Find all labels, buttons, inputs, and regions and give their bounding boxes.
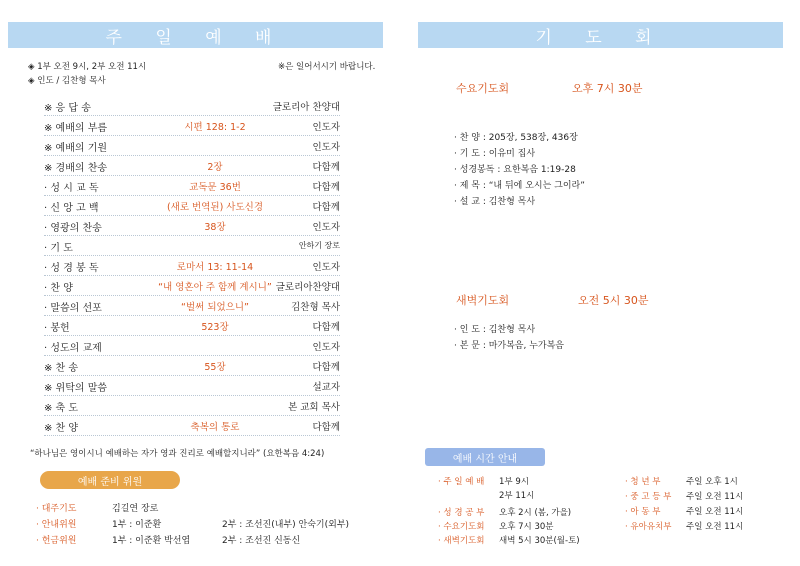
- order-item-leader: 인도자: [312, 122, 340, 133]
- wed-prayer-item: · 설 교 : 김찬형 목사: [454, 197, 536, 207]
- worship-banner: [8, 22, 383, 48]
- order-item-leader: 글로리아 찬양대: [272, 102, 340, 113]
- order-item-leader: 다함께: [312, 362, 340, 373]
- order-item-detail: 38장: [204, 222, 226, 233]
- order-item-detail: 축복의 통로: [190, 422, 240, 433]
- order-row: [44, 256, 340, 276]
- order-row: [44, 316, 340, 336]
- order-item-detail: “벌써 되었으니”: [181, 302, 249, 313]
- order-item-leader: 인도자: [312, 142, 340, 153]
- order-item-detail: 2장: [207, 162, 223, 173]
- schedule-key: · 수요기도회: [438, 522, 485, 532]
- order-item-label: ※ 축 도: [44, 403, 79, 414]
- committee-role: · 대주기도: [36, 504, 77, 514]
- order-item-leader: 다함께: [312, 202, 340, 213]
- wed-prayer-time: 오후 7시 30분: [572, 82, 643, 95]
- order-item-detail: 55장: [204, 362, 226, 373]
- committee-role: · 헌금위원: [36, 536, 77, 546]
- committee-member-1: 김길연 장로: [112, 504, 159, 514]
- order-item-leader: 다함께: [312, 182, 340, 193]
- schedule-title: 예배 시간 안내: [452, 453, 518, 465]
- order-item-label: ※ 찬 송: [44, 363, 79, 374]
- dawn-prayer-list: [454, 322, 564, 354]
- committee-member-2: 2부 : 조선진(내부) 안숙기(외부): [222, 520, 350, 530]
- order-item-leader: 본 교회 목사: [288, 402, 340, 413]
- schedule-value: 2부 11시: [499, 491, 535, 501]
- order-item-label: · 신 앙 고 백: [44, 203, 99, 214]
- order-item-label: · 기 도: [44, 243, 73, 254]
- schedule-key: · 아 동 부: [625, 507, 661, 517]
- order-item-detail: 로마서 13: 11-14: [176, 262, 254, 273]
- order-row: [44, 116, 340, 136]
- schedule-value: 새벽 5시 30분(월-토): [499, 536, 580, 546]
- order-row: [44, 96, 340, 116]
- stand-note: ※은 일어서시기 바랍니다.: [278, 62, 376, 72]
- order-item-leader: 설교자: [312, 382, 340, 393]
- order-row: [44, 216, 340, 236]
- order-item-leader: 안하기 장로: [298, 241, 340, 250]
- order-row: [44, 176, 340, 196]
- leader-line: ◈ 인도 / 김찬형 목사: [28, 76, 106, 86]
- order-row: [44, 156, 340, 176]
- dawn-prayer-item: · 인 도 : 김찬형 목사: [454, 325, 536, 335]
- order-item-leader: 인도자: [312, 262, 340, 273]
- schedule-value: 주일 오후 1시: [686, 477, 738, 487]
- worship-banner-title: 주 일 예 배: [105, 27, 286, 48]
- order-row: [44, 196, 340, 216]
- order-item-leader: 김찬형 목사: [291, 302, 340, 313]
- schedule-key: · 청 년 부: [625, 477, 661, 487]
- order-item-detail: 523장: [201, 322, 229, 333]
- order-item-leader: 인도자: [312, 342, 340, 353]
- schedule-key: · 새벽기도회: [438, 536, 485, 546]
- order-item-label: ※ 위탁의 말씀: [44, 383, 108, 394]
- order-item-label: ※ 경배의 찬송: [44, 163, 108, 174]
- wed-prayer-item: · 성경봉독 : 요한복음 1:19-28: [454, 165, 576, 175]
- prayer-banner-title: 기 도 회: [535, 27, 666, 48]
- order-item-label: ※ 예배의 부름: [44, 123, 108, 134]
- committee-role: · 안내위원: [36, 520, 77, 530]
- order-row: [44, 416, 340, 436]
- order-item-leader: 다함께: [312, 322, 340, 333]
- order-row: [44, 356, 340, 376]
- order-row: [44, 276, 340, 296]
- service-times: ◈ 1부 오전 9시, 2부 오전 11시: [28, 62, 147, 72]
- order-row: [44, 296, 340, 316]
- dawn-prayer-item: · 본 문 : 마가복음, 누가복음: [454, 341, 564, 351]
- schedule-key: · 유아유치부: [625, 522, 672, 532]
- schedule-value: 주일 오전 11시: [686, 492, 744, 502]
- schedule-value: 오후 2시 (봄, 가을): [499, 508, 572, 518]
- order-row: [44, 136, 340, 156]
- schedule-value: 오후 7시 30분: [499, 522, 554, 532]
- committee-member-2: 2부 : 조선진 신동신: [222, 536, 301, 546]
- order-item-label: · 성 시 교 독: [44, 183, 99, 194]
- wed-prayer-item: · 찬 양 : 205장, 538장, 436장: [454, 133, 578, 143]
- order-item-label: · 찬 양: [44, 283, 73, 294]
- order-item-detail: (새로 번역된) 사도신경: [166, 202, 264, 213]
- order-item-leader: 다함께: [312, 162, 340, 173]
- order-item-leader: 다함께: [312, 422, 340, 433]
- committee-title: 예배 준비 위원: [77, 476, 143, 488]
- schedule-value: 1부 9시: [499, 477, 529, 487]
- order-item-label: · 성 경 봉 독: [44, 263, 99, 274]
- order-of-worship: [44, 96, 340, 436]
- order-item-label: · 영광의 찬송: [44, 223, 102, 234]
- committee-member-1: 1부 : 이준환: [112, 520, 162, 530]
- schedule-key: · 성 경 공 부: [438, 508, 485, 518]
- order-item-leader: 글로리아찬양대: [275, 282, 340, 293]
- order-item-leader: 인도자: [312, 222, 340, 233]
- schedule-value: 주일 오전 11시: [686, 507, 744, 517]
- wed-prayer-item: · 기 도 : 이유미 집사: [454, 149, 536, 159]
- order-item-label: ※ 응 답 송: [44, 103, 91, 114]
- order-row: [44, 336, 340, 356]
- order-item-label: ※ 찬 양: [44, 423, 79, 434]
- order-item-label: ※ 예배의 기원: [44, 143, 108, 154]
- wed-prayer-item: · 제 목 : “내 뒤에 오시는 그이라”: [454, 181, 585, 191]
- order-item-detail: 교독문 36번: [189, 182, 241, 193]
- schedule-value: 주일 오전 11시: [686, 522, 744, 532]
- dawn-prayer-title: 새벽기도회: [456, 294, 510, 307]
- dawn-prayer-time: 오전 5시 30분: [578, 294, 649, 307]
- order-item-detail: “내 영혼아 주 함께 계시니”: [158, 282, 272, 293]
- wed-prayer-title: 수요기도회: [456, 82, 510, 95]
- order-row: [44, 236, 340, 256]
- order-item-label: · 말씀의 선포: [44, 303, 102, 314]
- committee-title-pill: [40, 471, 180, 489]
- order-row: [44, 396, 340, 416]
- schedule-title-pill: [425, 448, 545, 466]
- order-item-detail: 시편 128: 1-2: [184, 122, 246, 133]
- order-row: [44, 376, 340, 396]
- scripture-quote: “하나님은 영이시니 예배하는 자가 영과 진리로 예배할지니라” (요한복음 4:24): [30, 449, 325, 459]
- order-item-label: · 봉헌: [44, 323, 70, 334]
- prayer-banner: [418, 22, 783, 48]
- wed-prayer-list: [454, 130, 585, 210]
- schedule-key: · 중 고 등 부: [625, 492, 672, 502]
- order-item-label: · 성도의 교제: [44, 343, 102, 354]
- committee-member-1: 1부 : 이준환 박선엽: [112, 536, 191, 546]
- schedule-key: · 주 일 예 배: [438, 477, 485, 487]
